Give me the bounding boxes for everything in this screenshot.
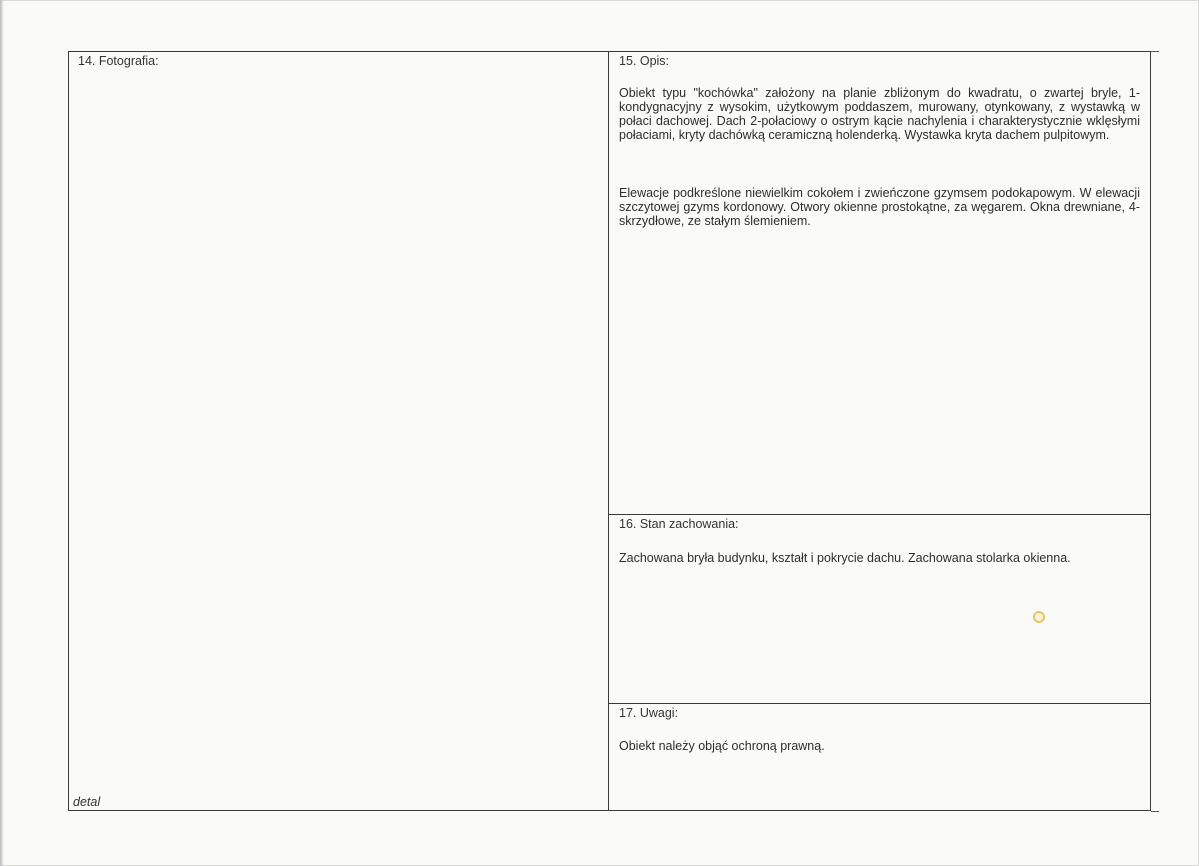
right-column — [609, 51, 1151, 811]
condition-cell — [609, 514, 1151, 703]
photo-label: 14. Fotografia: — [78, 54, 159, 68]
condition-label: 16. Stan zachowania: — [619, 517, 739, 531]
remarks-cell — [609, 703, 1151, 811]
condition-text: Zachowana bryła budynku, kształt i pokrycie dachu. Zachowana stolarka okienna. — [619, 551, 1071, 565]
description-label: 15. Opis: — [619, 54, 670, 68]
photo-cell — [68, 51, 609, 811]
remarks-label: 17. Uwagi: — [619, 706, 679, 720]
scan-edge-shadow — [0, 0, 4, 866]
description-paragraph-1: Obiekt typu "kochówka" założony na planie zbliżonym do kwadratu, o zwartej bryle, 1-kondygnacyjny z wysokim, użytkowym poddaszem, murowany, otynkowany, z wystawką w połaci dachowej. Dach 2-połaciowy o ostrym kącie nachylenia i charakterystycznie wklęsłymi połaciami, kryty dachówką ceramiczną holenderką. Wystawka kryta dachem pulpitowym. — [619, 86, 1140, 142]
scan-speck — [1033, 611, 1045, 623]
description-cell — [609, 51, 1151, 514]
frame-tick-bottom — [1151, 811, 1159, 812]
remarks-text: Obiekt należy objąć ochroną prawną. — [619, 739, 825, 753]
frame-tick-top — [1151, 51, 1159, 52]
description-paragraph-2: Elewacje podkreślone niewielkim cokołem i zwieńczone gzymsem podokapowym. W elewacji szczytowej gzyms kordonowy. Otwory okienne prostokątne, za węgarem. Okna drewniane, 4-skrzydłowe, ze stałym ślemieniem. — [619, 186, 1140, 228]
photo-caption: detal — [73, 795, 101, 809]
